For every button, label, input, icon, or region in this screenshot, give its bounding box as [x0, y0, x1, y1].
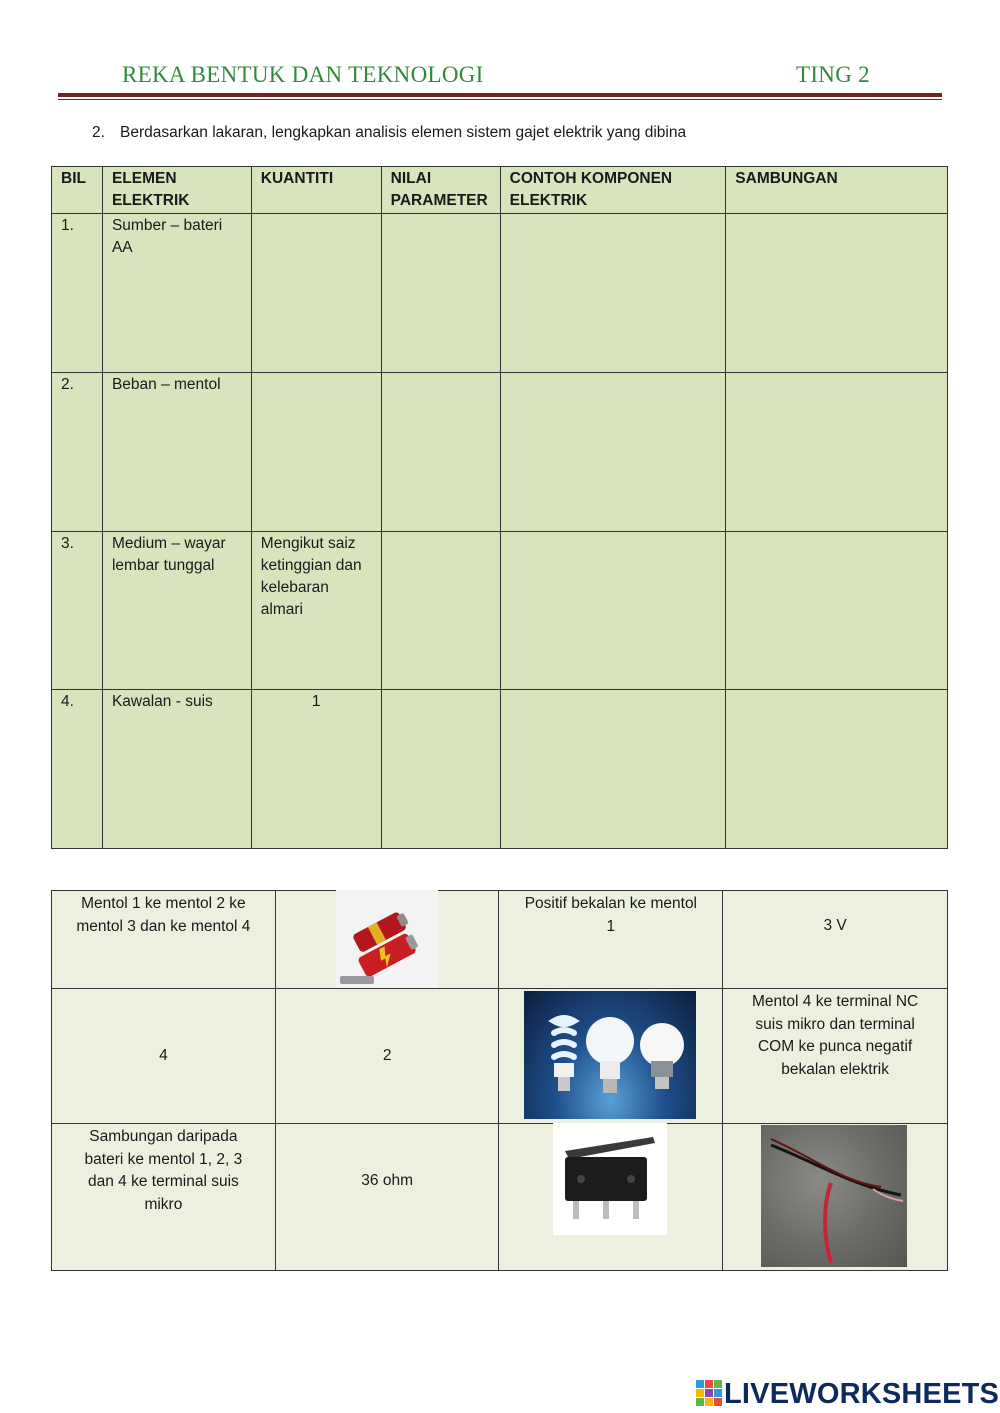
table-row: [52, 373, 948, 532]
option-bulbs-image[interactable]: [499, 989, 723, 1124]
option-36-ohm[interactable]: 36 ohm: [275, 1124, 499, 1271]
table-row: [52, 532, 948, 690]
analysis-header-row: [52, 167, 948, 214]
options-row: [52, 1124, 948, 1271]
option-wire-image[interactable]: [723, 1124, 948, 1271]
option-2[interactable]: 2: [275, 989, 499, 1124]
options-row: [52, 989, 948, 1124]
kuantiti-cell: 1: [251, 690, 381, 849]
contoh-answer-cell[interactable]: [500, 690, 726, 849]
sambungan-answer-cell[interactable]: [726, 532, 948, 690]
option-sambungan-bateri[interactable]: Sambungan daripada bateri ke mentol 1, 2, 3 dan 4 ke terminal suis mikro: [52, 1124, 276, 1271]
elemen-cell: Kawalan - suis: [102, 690, 251, 849]
form-label: TING 2: [796, 62, 870, 87]
liveworksheets-logo: [696, 1377, 999, 1411]
micro-switch-image: [553, 1123, 667, 1235]
option-4[interactable]: 4: [52, 989, 276, 1124]
liveworksheets-logo-text: LIVEWORKSHEETS: [724, 1377, 1000, 1410]
header-rule-thick: [58, 93, 942, 97]
wire-image: [761, 1125, 907, 1267]
sambungan-answer-cell[interactable]: [726, 690, 948, 849]
bil-cell: 4.: [52, 690, 103, 849]
option-3v[interactable]: 3 V: [723, 891, 948, 989]
kuantiti-cell: Mengikut saiz ketinggian dan kelebaran almari: [251, 532, 381, 690]
bil-cell: 1.: [52, 214, 103, 373]
nilai-answer-cell[interactable]: [381, 690, 500, 849]
header-elemen: ELEMEN ELEKTRIK: [102, 167, 251, 214]
option-positif-bekalan[interactable]: Positif bekalan ke mentol 1: [499, 891, 723, 989]
contoh-answer-cell[interactable]: [500, 373, 726, 532]
kuantiti-answer-cell[interactable]: [251, 373, 381, 532]
option-battery-image[interactable]: [275, 891, 499, 989]
elemen-cell: Sumber – bateri AA: [102, 214, 251, 373]
contoh-answer-cell[interactable]: [500, 214, 726, 373]
nilai-answer-cell[interactable]: [381, 214, 500, 373]
liveworksheets-logo-icon: [696, 1380, 724, 1408]
battery-image: [336, 890, 438, 988]
header-sambungan: SAMBUNGAN: [726, 167, 948, 214]
answer-options-table: [51, 890, 948, 1271]
options-row: [52, 891, 948, 989]
option-connection-mentol[interactable]: Mentol 1 ke mentol 2 ke mentol 3 dan ke mentol 4: [52, 891, 276, 989]
nilai-answer-cell[interactable]: [381, 373, 500, 532]
table-row: [52, 214, 948, 373]
header-nilai: NILAI PARAMETER: [381, 167, 500, 214]
question-text: Berdasarkan lakaran, lengkapkan analisis elemen sistem gajet elektrik yang dibina: [120, 124, 687, 141]
header-rule-thin: [58, 99, 942, 100]
question-number: 2.: [92, 124, 105, 141]
light-bulbs-image: [524, 991, 696, 1119]
kuantiti-answer-cell[interactable]: [251, 214, 381, 373]
elemen-cell: Beban – mentol: [102, 373, 251, 532]
sambungan-answer-cell[interactable]: [726, 373, 948, 532]
bil-cell: 3.: [52, 532, 103, 690]
header-contoh: CONTOH KOMPONEN ELEKTRIK: [500, 167, 726, 214]
elemen-cell: Medium – wayar lembar tunggal: [102, 532, 251, 690]
header-bil: BIL: [52, 167, 103, 214]
header-kuantiti: KUANTITI: [251, 167, 381, 214]
subject-title: REKA BENTUK DAN TEKNOLOGI: [122, 62, 484, 87]
nilai-answer-cell[interactable]: [381, 532, 500, 690]
option-switch-image[interactable]: [499, 1124, 723, 1271]
table-row: [52, 690, 948, 849]
sambungan-answer-cell[interactable]: [726, 214, 948, 373]
option-mentol4-nc[interactable]: Mentol 4 ke terminal NC suis mikro dan terminal COM ke punca negatif bekalan elektrik: [723, 989, 948, 1124]
contoh-answer-cell[interactable]: [500, 532, 726, 690]
analysis-table: [51, 166, 948, 849]
bil-cell: 2.: [52, 373, 103, 532]
question-prompt: [92, 124, 686, 142]
